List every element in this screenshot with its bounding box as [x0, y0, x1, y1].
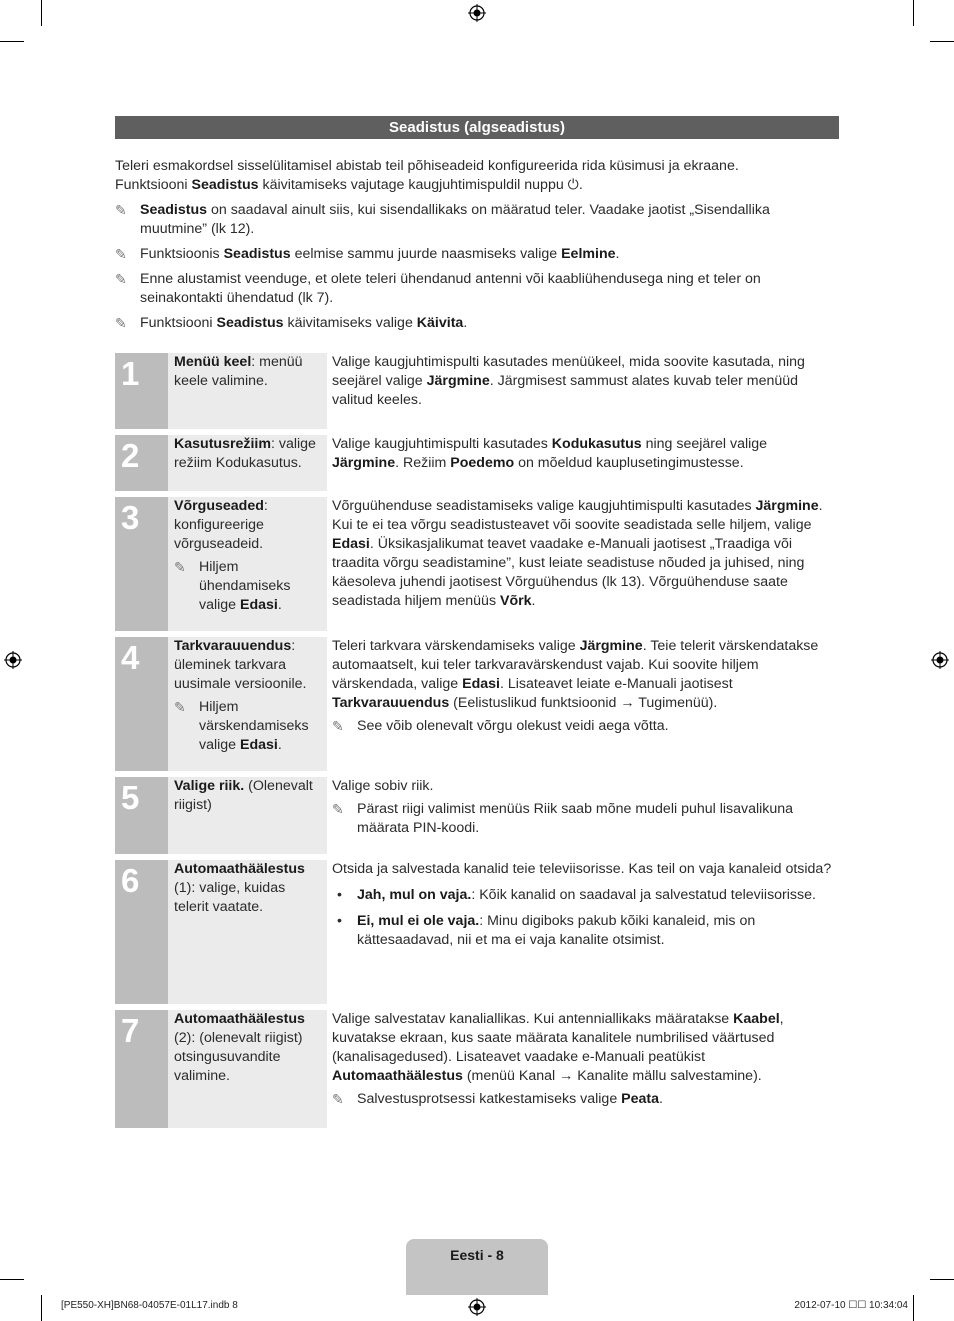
step-description-cell: Valige kaugjuhtimispulti kasutades Kodukasutus ning seejärel valige Järgmine. Režiim Poedemo on mõeldud kauplusetingimustesse.: [332, 436, 768, 471]
step-row: [115, 777, 839, 854]
bullet-icon: •: [337, 913, 342, 929]
crop-mark: [930, 41, 954, 42]
intro-note: ✎ Enne alustamist veenduge, et olete teleri ühendanud antenni või kaabliühendusega ning et teler on seinakontakti ühendatud (lk 7).: [115, 271, 761, 306]
step-note: ✎ Pärast riigi valimist menüüs Riik saab mõne mudeli puhul lisavalikuna määrata PIN-koodi.: [332, 801, 794, 836]
crop-mark: [0, 1279, 24, 1280]
step-title-cell: Valige riik. (Olenevalt riigist): [168, 777, 327, 854]
step-number: 5: [115, 777, 168, 854]
step-note: ✎ Hiljem värskendamiseks valige Edasi.: [174, 699, 309, 753]
step-title-cell: Automaathäälestus (1): valige, kuidas telerit vaatate.: [168, 860, 327, 1004]
registration-mark-icon: [468, 4, 486, 22]
crop-mark: [913, 0, 914, 26]
list-item: • Ei, mul ei ole vaja.: Minu digiboks pakub kõiki kanaleid, mis on kättesaadavad, nii et ma ei vaja kanalite otsimist.: [337, 913, 756, 948]
bullet-icon: •: [337, 887, 342, 903]
step-note: ✎ Hiljem ühendamiseks valige Edasi.: [174, 559, 291, 613]
step-note: ✎ See võib olenevalt võrgu olekust veidi aega võtta.: [332, 718, 669, 734]
step-description-cell: Otsida ja salvestada kanalid teie televiisorisse. Kas teil on vaja kanaleid otsida? • Jah, mul on vaja.: Kõik kanalid on saadaval ja salvestatud televiisorisse. • Ei, mul ei ole vaja.: Minu digiboks pakub kõiki kanaleid, mis on kättesaadavad, nii et ma ei vaja kanalite otsimist.: [327, 860, 839, 1004]
step-title-cell: Tarkvarauuendus: üleminek tarkvara uusimale versioonile. ✎ Hiljem värskendamiseks valige Edasi.: [168, 637, 327, 771]
pencil-note-icon: ✎: [174, 699, 186, 715]
page-number-tab: Eesti - 8: [406, 1239, 548, 1295]
registration-mark-icon: [468, 1298, 486, 1316]
intro-note: ✎ Funktsioonis Seadistus eelmise sammu juurde naasmiseks valige Eelmine.: [115, 246, 620, 262]
pencil-note-icon: ✎: [332, 718, 344, 734]
step-number: 7: [115, 1010, 168, 1128]
step-description-cell: Valige salvestatav kanaliallikas. Kui antenniallikaks määratakse Kaabel, kuvatakse ekraan, kus saate määrata kanalitele numbrilised väärtused (kanalisagedused). Lisateavet vaadake e-Manuali peatükist Automaathäälestus (menüü Kanal → Kanalite mällu salvestamine). ✎ Salvestusprotsessi katkestamiseks valige Peata.: [327, 1010, 839, 1128]
power-icon: ⏻: [567, 177, 579, 193]
print-date-info: 2012-07-10 ☐☐ 10:34:04: [794, 1300, 908, 1311]
step-number: 2: [115, 435, 168, 491]
step-row: [115, 637, 839, 771]
registration-mark-icon: [4, 651, 22, 669]
step-number: 4: [115, 637, 168, 771]
crop-mark: [0, 41, 24, 42]
pencil-note-icon: ✎: [332, 1091, 344, 1107]
steps-table: [115, 353, 839, 1134]
step-title-cell: Menüü keel: menüü keele valimine.: [168, 353, 327, 429]
print-file-info: [PE550-XH]BN68-04057E-01L17.indb 8: [61, 1300, 238, 1311]
step-number: 6: [115, 860, 168, 1004]
step-row: [115, 497, 839, 631]
intro-note: ✎ Seadistus on saadaval ainult siis, kui sisendallikaks on määratud teler. Vaadake jaotist „Sisendallika muutmine” (lk 12).: [115, 202, 770, 237]
intro-section: [115, 157, 839, 333]
step-title-cell: Võrguseaded: konfigureerige võrguseadeid. ✎ Hiljem ühendamiseks valige Edasi.: [168, 497, 327, 631]
list-item: • Jah, mul on vaja.: Kõik kanalid on saadaval ja salvestatud televiisorisse.: [337, 887, 816, 903]
intro-paragraph: Teleri esmakordsel sisselülitamisel abistab teil põhiseadeid konfigureerida rida küsimusi ja ekraane. Funktsiooni Seadistus käivitamiseks vajutage kaugjuhtimispuldil nuppu ⏻.: [115, 158, 739, 193]
pencil-note-icon: ✎: [115, 271, 127, 287]
registration-mark-icon: [931, 651, 949, 669]
step-description-cell: Valige sobiv riik. ✎ Pärast riigi valimist menüüs Riik saab mõne mudeli puhul lisavalikuna määrata PIN-koodi.: [327, 777, 839, 854]
step-number: 1: [115, 353, 168, 429]
step-note: ✎ Salvestusprotsessi katkestamiseks valige Peata.: [332, 1091, 663, 1107]
pencil-note-icon: ✎: [115, 202, 127, 218]
pencil-note-icon: ✎: [332, 801, 344, 817]
step-row: [115, 353, 839, 429]
step-row: [115, 435, 839, 491]
crop-mark: [41, 1295, 42, 1321]
step-description-cell: Valige kaugjuhtimispulti kasutades menüükeel, mida soovite kasutada, ning seejärel valige Järgmine. Järgmisest sammust alates kuvab teler menüüd valitud keeles.: [332, 354, 805, 408]
step-number: 3: [115, 497, 168, 631]
section-title: Seadistus (algseadistus): [115, 116, 839, 139]
crop-mark: [913, 1295, 914, 1321]
crop-mark: [41, 0, 42, 26]
step-row: [115, 1010, 839, 1128]
pencil-note-icon: ✎: [174, 559, 186, 575]
step-description-cell: Võrguühenduse seadistamiseks valige kaugjuhtimispulti kasutades Järgmine. Kui te ei tea võrgu seadistusteavet või soovite seadistada selle hiljem, valige Edasi. Üksikasjalikumat teavet vaadake e-Manuali jaotisest „Traadiga või traadita võrgu seadistamine”, kust leiate seadistuse nõuded ja juhised, ning käesoleva juhendi jaotisest Võrguühendus (lk 13). Võrguühenduse saate seadistada hiljem menüüs Võrk.: [332, 498, 823, 609]
pencil-note-icon: ✎: [115, 315, 127, 331]
step-description-cell: Teleri tarkvara värskendamiseks valige Järgmine. Teie telerit värskendatakse automaatselt, kui teler tarkvaravärskendust vajab. Kui soovite hiljem värskendada, valige Edasi. Lisateavet leiate e-Manuali jaotisest Tarkvarauuendus (Eelistuslikud funktsioonid → Tugimenüü). ✎ See võib olenevalt võrgu olekust veidi aega võtta.: [327, 637, 839, 771]
intro-note: ✎ Funktsiooni Seadistus käivitamiseks valige Käivita.: [115, 315, 468, 331]
pencil-note-icon: ✎: [115, 246, 127, 262]
step-row: [115, 860, 839, 1004]
step-title-cell: Kasutusrežiim: valige režiim Kodukasutus.: [168, 435, 327, 491]
step-title-cell: Automaathäälestus (2): (olenevalt riigist) otsingusuvandite valimine.: [168, 1010, 327, 1128]
crop-mark: [930, 1279, 954, 1280]
